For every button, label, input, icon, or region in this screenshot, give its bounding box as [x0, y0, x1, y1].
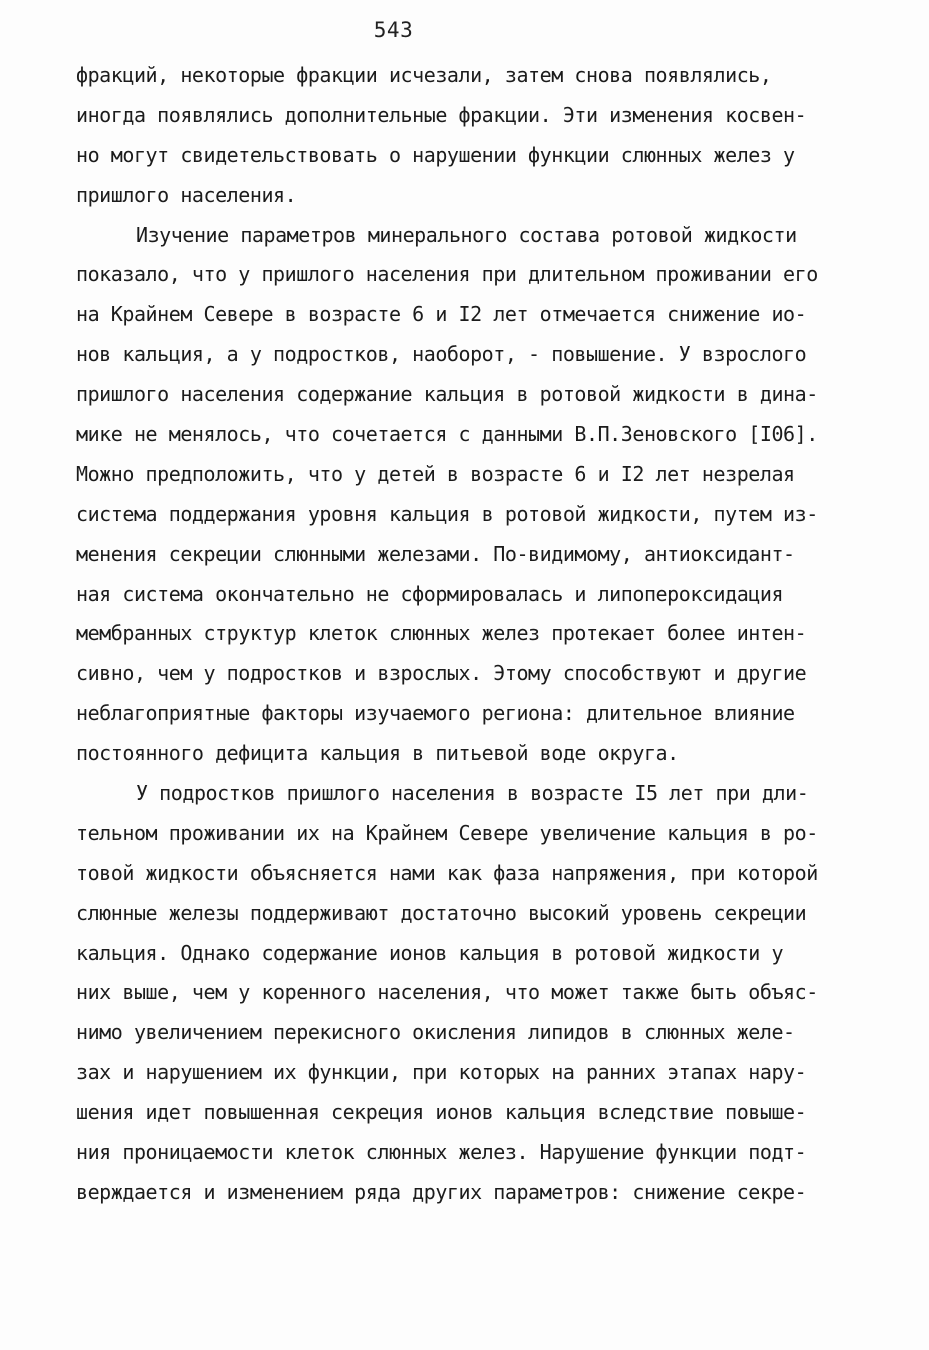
- text-line: пришлого населения содержание кальция в ротовой жидкости в дина-: [76, 382, 818, 407]
- text-line: У подростков пришлого населения в возрасте I5 лет при дли-: [136, 781, 809, 806]
- text-line: товой жидкости объясняется нами как фаза напряжения, при которой: [76, 860, 818, 885]
- text-line: но могут свидетельствовать о нарушении функции слюнных желез у: [76, 142, 795, 167]
- text-line: постоянного дефицита кальция в питьевой воде округа.: [76, 741, 679, 766]
- text-line: фракций, некоторые фракции исчезали, затем снова появлялись,: [76, 63, 772, 87]
- text-line: мембранных структур клеток слюнных желез протекает более интен-: [76, 621, 807, 646]
- text-line: нимо увеличением перекисного окисления липидов в слюнных желе-: [76, 1020, 795, 1045]
- text-line: на Крайнем Севере в возрасте 6 и I2 лет отмечается снижение ио-: [76, 302, 807, 327]
- text-line: система поддержания уровня кальция в ротовой жидкости, путем из-: [76, 501, 818, 526]
- text-line: Изучение параметров минерального состава ротовой жидкости: [136, 222, 797, 247]
- text-line: неблагоприятные факторы изучаемого региона: длительное влияние: [76, 701, 795, 726]
- body-text: [76, 56, 866, 1213]
- text-line: мике не менялось, что сочетается с данными В.П.Зеновского [I06].: [76, 422, 818, 447]
- text-line: ния проницаемости клеток слюнных желез. Нарушение функции подт-: [76, 1140, 807, 1165]
- text-line: шения идет повышенная секреция ионов кальция вследствие повыше-: [76, 1100, 807, 1125]
- text-line: ная система окончательно не сформировалась и липопероксидация: [76, 581, 784, 606]
- text-line: Можно предположить, что у детей в возрасте 6 и I2 лет незрелая: [76, 461, 795, 486]
- text-line: них выше, чем у коренного населения, что может также быть объяс-: [76, 980, 818, 1005]
- text-line: слюнные железы поддерживают достаточно высокий уровень секреции: [76, 900, 807, 925]
- text-line: менения секреции слюнными железами. По-видимому, антиоксидант-: [76, 541, 795, 566]
- text-line: пришлого населения.: [76, 182, 297, 207]
- text-line: тельном проживании их на Крайнем Севере увеличение кальция в ро-: [76, 820, 818, 845]
- page-number: 543: [373, 18, 414, 42]
- text-line: нов кальция, а у подростков, наоборот, - повышение. У взрослого: [76, 342, 807, 367]
- text-line: сивно, чем у подростков и взрослых. Этому способствуют и другие: [76, 661, 807, 686]
- text-line: иногда появлялись дополнительные фракции. Эти изменения косвен-: [76, 102, 807, 127]
- text-line: верждается и изменением ряда других параметров: снижение секре-: [76, 1179, 807, 1204]
- text-line: зах и нарушением их функции, при которых на ранних этапах нару-: [76, 1060, 807, 1085]
- text-line: кальция. Однако содержание ионов кальция в ротовой жидкости у: [76, 940, 784, 965]
- text-line: показало, что у пришлого населения при длительном проживании его: [76, 262, 818, 287]
